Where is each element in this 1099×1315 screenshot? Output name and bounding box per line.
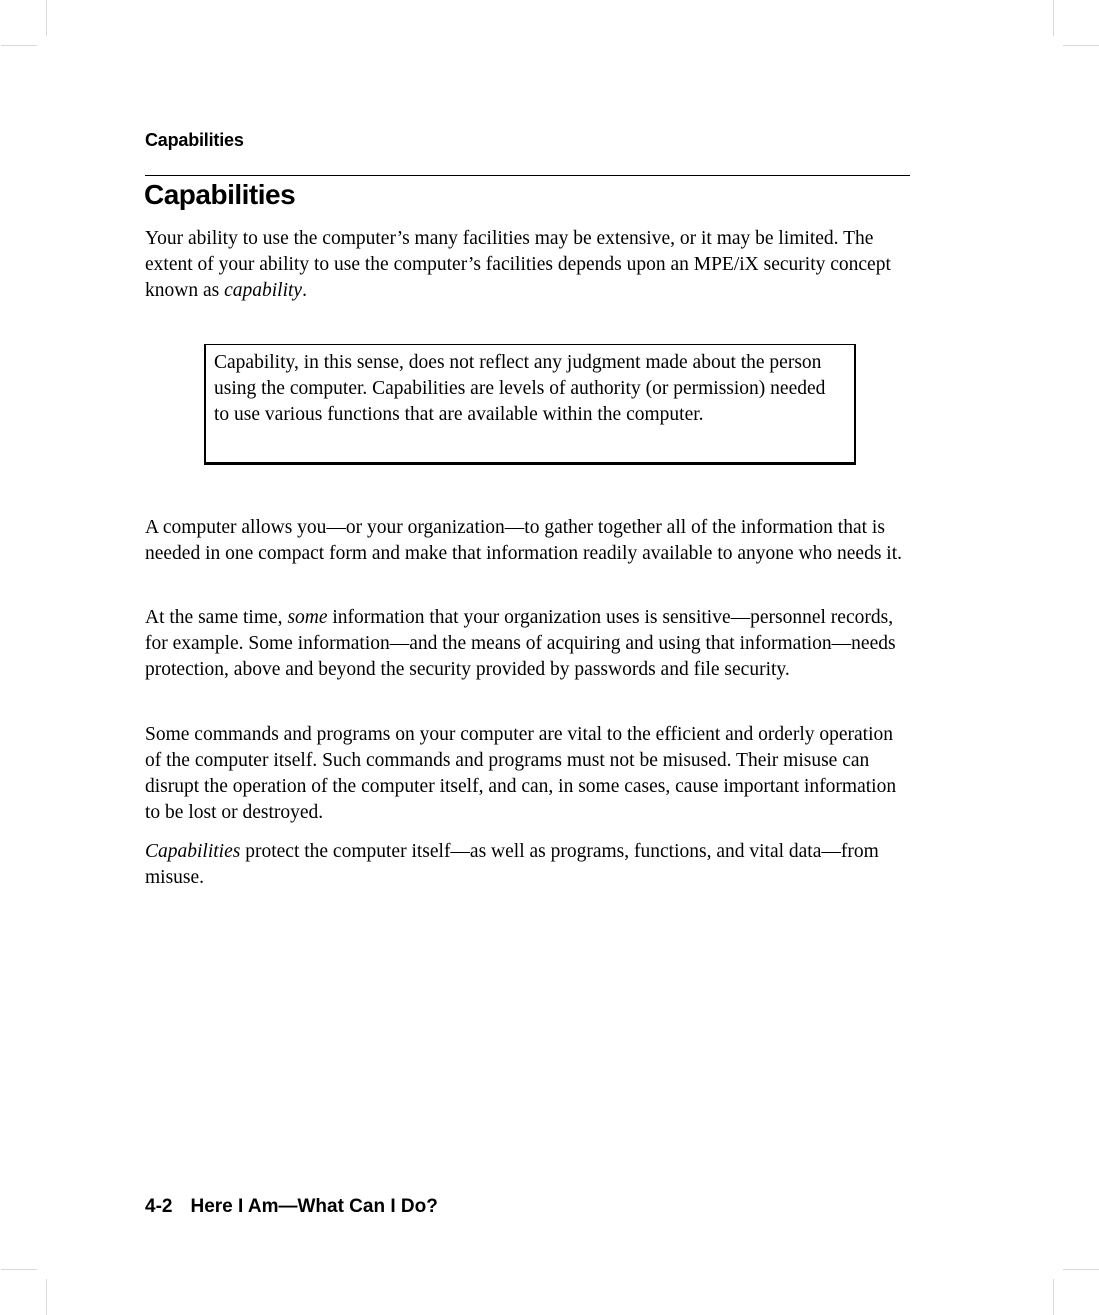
running-head: Capabilities (145, 130, 244, 150)
section-title: Capabilities (144, 179, 296, 210)
paragraph-1: A computer allows you—or your organization—to gather together all of the information that is needed in one compact form and make that information readily available to anyone who needs it. (145, 517, 902, 564)
note-box (204, 344, 856, 465)
crop-mark-top-left-vertical (46, 0, 47, 36)
paragraph-3: Some commands and programs on your computer are vital to the efficient and orderly operation of the computer itself. Such commands and programs must not be misused. Their misuse can disrupt the operation of the computer itself, and can, in some cases, cause important information to be lost or destroyed. (145, 724, 897, 823)
paragraph-2 (145, 605, 910, 683)
intro-end: . (302, 280, 307, 301)
crop-mark-bottom-left-vertical (46, 1279, 47, 1315)
crop-mark-top-right-vertical (1053, 0, 1054, 36)
paragraph-2-start: At the same time, (145, 607, 288, 628)
header-rule (145, 175, 910, 176)
crop-mark-bottom-right-vertical (1053, 1279, 1054, 1315)
page-footer (145, 1196, 438, 1218)
note-text: Capability, in this sense, does not reflect any judgment made about the person using the computer. Capabilities are levels of authority (or permission) needed to use various functions that are available within the computer. (214, 352, 826, 425)
paragraph-2-rest: information that your organization uses is sensitive—personnel records, for example. Some information—and the means of acquiring and using that information—needs protection, above and beyond the security provided by passwords and file security. (145, 607, 896, 680)
paragraph-4-rest: protect the computer itself—as well as programs, functions, and vital data—from misuse. (145, 841, 879, 888)
intro-term: capability (224, 280, 303, 301)
paragraph-4 (145, 839, 910, 891)
chapter-title: Here I Am—What Can I Do? (190, 1196, 438, 1217)
paragraph-2-emphasis: some (287, 607, 328, 628)
crop-mark-bottom-right-horizontal (1063, 1269, 1099, 1270)
intro-paragraph (145, 226, 910, 304)
crop-mark-bottom-left-horizontal (1, 1269, 37, 1270)
page-number: 4-2 (145, 1196, 173, 1217)
crop-mark-top-right-horizontal (1063, 45, 1099, 46)
paragraph-4-emphasis: Capabilities (145, 841, 241, 862)
intro-text: Your ability to use the computer’s many facilities may be extensive, or it may be limited. The extent of your ability to use the computer’s facilities depends upon an MPE/iX security concept known as (145, 228, 891, 301)
crop-mark-top-left-horizontal (1, 45, 37, 46)
